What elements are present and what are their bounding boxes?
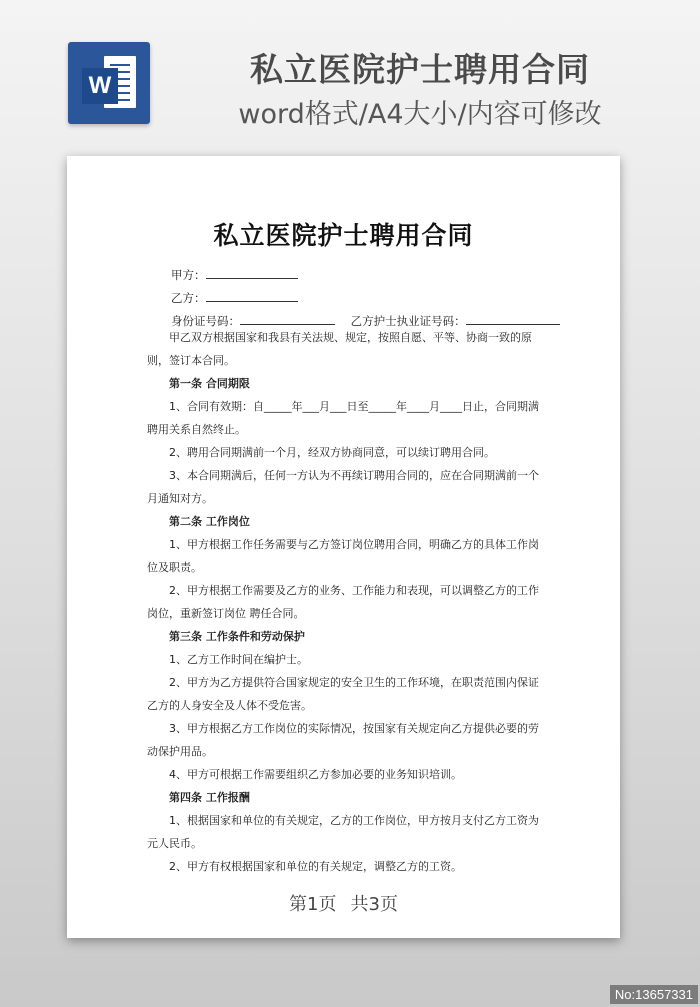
page-title: 私立医院护士聘用合同 [250,50,590,89]
section-heading: 第一条 合同期限 [169,377,250,390]
clause-paragraph: 2、甲方根据工作需要及乙方的业务、工作能力和表现，可以调整乙方的工作岗位，重新签订岗位 聘任合同。 [147,584,539,620]
clause-paragraph: 3、甲方根据乙方工作岗位的实际情况，按国家有关规定向乙方提供必要的劳动保护用品。 [147,722,539,758]
id-label: 身份证号码： [171,314,240,328]
clause-paragraph: 2、甲方有权根据国家和单位的有关规定，调整乙方的工资。 [169,860,462,873]
clause-paragraph: 2、甲方为乙方提供符合国家规定的安全卫生的工作环境，在职责范围内保证乙方的人身安全及人体不受危害。 [147,676,539,712]
word-letter: W [82,68,118,104]
document-body [147,326,547,878]
party-a-blank [206,268,298,279]
id-blank [240,314,335,325]
clause-paragraph: 2、聘用合同期满前一个月，经双方协商同意，可以续订聘用合同。 [169,446,495,459]
party-a-line [171,267,298,283]
word-file-icon [68,42,150,124]
section-heading: 第四条 工作报酬 [169,791,250,804]
page-subtitle: word格式/A4大小/内容可修改 [238,99,602,130]
clause-paragraph: 4、甲方可根据工作需要组织乙方参加必要的业务知识培训。 [169,768,462,781]
license-label: 乙方护士执业证号码： [350,314,466,328]
page-footer [67,890,620,916]
party-b-line [171,290,298,306]
document-title: 私立医院护士聘用合同 [213,221,474,250]
page-total: 共3页 [350,894,398,915]
clause-paragraph: 1、甲方根据工作任务需要与乙方签订岗位聘用合同，明确乙方的具体工作岗位及职责。 [147,538,539,574]
clause-paragraph: 1、合同有效期：自_____年___月___日至_____年____月____日止，合同期满聘用关系自然终止。 [147,400,539,436]
license-blank [466,314,560,325]
document-page [67,156,620,938]
section-heading: 第二条 工作岗位 [169,515,250,528]
section-heading: 第三条 工作条件和劳动保护 [169,630,305,643]
image-serial-number: No:13657331 [610,985,698,1004]
clause-paragraph: 3、本合同期满后，任何一方认为不再续订聘用合同的，应在合同期满前一个月通知对方。 [147,469,539,505]
page-number: 第1页 [289,894,337,915]
clause-paragraph: 1、根据国家和单位的有关规定，乙方的工作岗位，甲方按月支付乙方工资为元人民币。 [147,814,539,850]
party-a-label: 甲方： [171,268,206,282]
clause-paragraph: 甲乙双方根据国家和我县有关法规、规定，按照自愿、平等、协商一致的原则，签订本合同。 [147,331,532,367]
party-b-label: 乙方： [171,291,206,305]
clause-paragraph: 1、乙方工作时间在编护士。 [169,653,308,666]
party-b-blank [206,291,298,302]
